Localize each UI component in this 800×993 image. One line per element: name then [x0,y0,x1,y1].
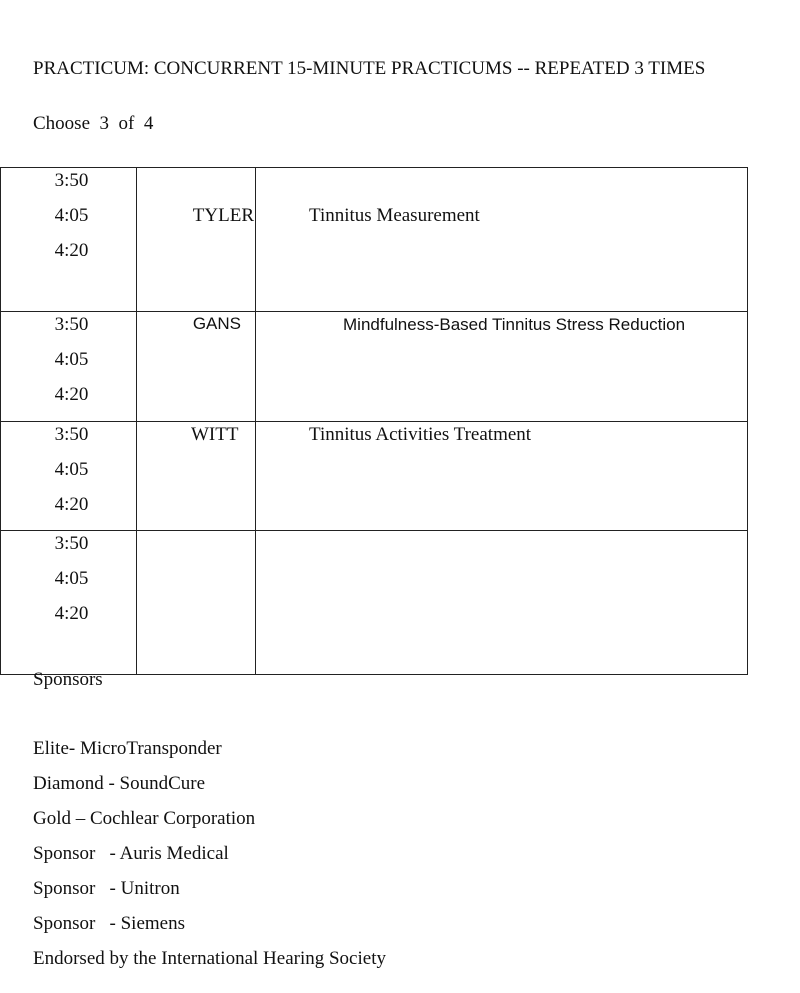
sponsor-item: Endorsed by the International Hearing Society [33,948,386,969]
time-slot: 3:50 [54,424,89,445]
sponsor-item: Sponsor - Unitron [33,878,180,899]
speaker-name: GANS [137,312,256,422]
table-row [1,168,748,312]
sponsor-list [33,738,386,983]
speaker-name: TYLER [137,168,256,312]
schedule-table [0,167,748,675]
sponsor-item: Diamond - SoundCure [33,773,206,794]
session-topic: Tinnitus Measurement [256,168,748,312]
time-slots [1,531,137,675]
table-row [1,422,748,531]
time-slot: 3:50 [54,314,89,335]
page-title: PRACTICUM: CONCURRENT 15-MINUTE PRACTICUMS -- REPEATED 3 TIMES [33,58,706,79]
time-slot: 3:50 [54,170,89,191]
time-slot: 4:20 [54,494,89,515]
speaker-name [137,531,256,675]
sponsors-heading: Sponsors [33,669,103,690]
sponsor-item: Sponsor - Auris Medical [33,843,229,864]
session-topic [256,531,748,675]
sponsor-item: Sponsor - Siemens [33,913,185,934]
time-slot: 4:05 [54,459,89,480]
speaker-name: WITT [137,422,256,531]
sponsor-item: Elite- MicroTransponder [33,738,222,759]
time-slot: 4:05 [54,568,89,589]
time-slot: 4:05 [54,349,89,370]
time-slots [1,168,137,312]
time-slots [1,312,137,422]
time-slot: 4:20 [54,240,89,261]
sponsor-item: Gold – Cochlear Corporation [33,808,256,829]
table-row [1,531,748,675]
time-slots [1,422,137,531]
session-topic: Mindfulness-Based Tinnitus Stress Reduction [256,312,748,422]
choose-instruction: Choose 3 of 4 [33,113,154,134]
time-slot: 3:50 [54,533,89,554]
session-topic: Tinnitus Activities Treatment [256,422,748,531]
time-slot: 4:05 [54,205,89,226]
time-slot: 4:20 [54,384,89,405]
time-slot: 4:20 [54,603,89,624]
table-row [1,312,748,422]
